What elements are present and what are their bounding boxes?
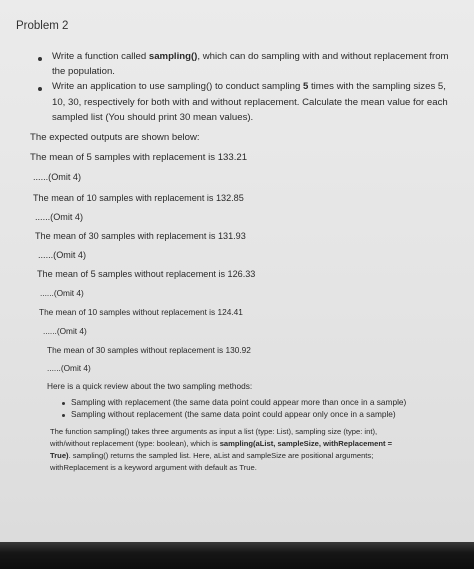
closing-signature-end: True) — [50, 451, 69, 460]
bullet-dot — [38, 87, 42, 91]
review-item-without-replacement: Sampling without replacement (the same data point could appear only once in a sample) — [71, 409, 396, 419]
output-line: The mean of 30 samples without replacement is 130.92 — [47, 345, 251, 355]
bullet-dot — [38, 57, 42, 61]
review-intro: Here is a quick review about the two sampling methods: — [47, 381, 253, 391]
bullet-1-text-end: , which can do sampling with and without replacement from — [197, 51, 449, 62]
output-line: The mean of 5 samples with replacement is 133.21 — [30, 152, 248, 163]
bullet-2-line-2: 10, 30, respectively for both with and without replacement. Calculate the mean value for each — [52, 97, 448, 108]
omit-line: ......(Omit 4) — [35, 212, 83, 222]
output-line: The mean of 10 samples with replacement is 132.85 — [33, 193, 244, 203]
bullet-1-function-name: sampling() — [148, 51, 198, 62]
bullet-2-line-3: sampled list (You should print 30 mean values). — [52, 112, 254, 123]
output-line: The mean of 30 samples with replacement is 131.93 — [35, 231, 246, 241]
bullet-dot — [62, 402, 65, 405]
photo-shadow-edge — [0, 542, 474, 569]
omit-line: ......(Omit 4) — [47, 363, 91, 373]
closing-signature: sampling(aList, sampleSize, withReplacement = — [219, 439, 393, 448]
bullet-2-line-1 — [52, 81, 446, 92]
bullet-1-line-1 — [52, 51, 449, 62]
problem-title: Problem 2 — [16, 20, 69, 32]
bullet-2-text: Write an application to use sampling() to conduct sampling — [52, 81, 303, 92]
closing-line-4: withReplacement is a keyword argument with default as True. — [50, 463, 257, 472]
omit-line: ......(Omit 4) — [38, 250, 86, 260]
omit-line: ......(Omit 4) — [33, 172, 81, 182]
omit-line: ......(Omit 4) — [43, 326, 87, 336]
bullet-2-text-end: times with the sampling sizes 5, — [308, 81, 446, 92]
bullet-1-text: Write a function called — [52, 51, 149, 62]
omit-line: ......(Omit 4) — [40, 288, 84, 298]
closing-line-1: The function sampling() takes three arguments as input a list (type: List), sampling size (type: int), — [50, 427, 378, 436]
expected-intro: The expected outputs are shown below: — [30, 132, 200, 143]
bullet-dot — [62, 414, 65, 417]
closing-text: with/without replacement (type: boolean), which is — [50, 439, 220, 448]
output-line: The mean of 5 samples without replacement is 126.33 — [37, 269, 256, 279]
bullet-2-count: 5 — [303, 81, 309, 92]
closing-line-3 — [50, 451, 373, 460]
output-line: The mean of 10 samples without replacement is 124.41 — [39, 307, 243, 317]
review-item-with-replacement: Sampling with replacement (the same data point could appear more than once in a sample) — [71, 397, 407, 407]
bullet-1-line-2: the population. — [52, 66, 115, 77]
closing-line-2 — [50, 439, 392, 448]
closing-text: . sampling() returns the sampled list. Here, aList and sampleSize are positional arguments; — [68, 451, 374, 460]
